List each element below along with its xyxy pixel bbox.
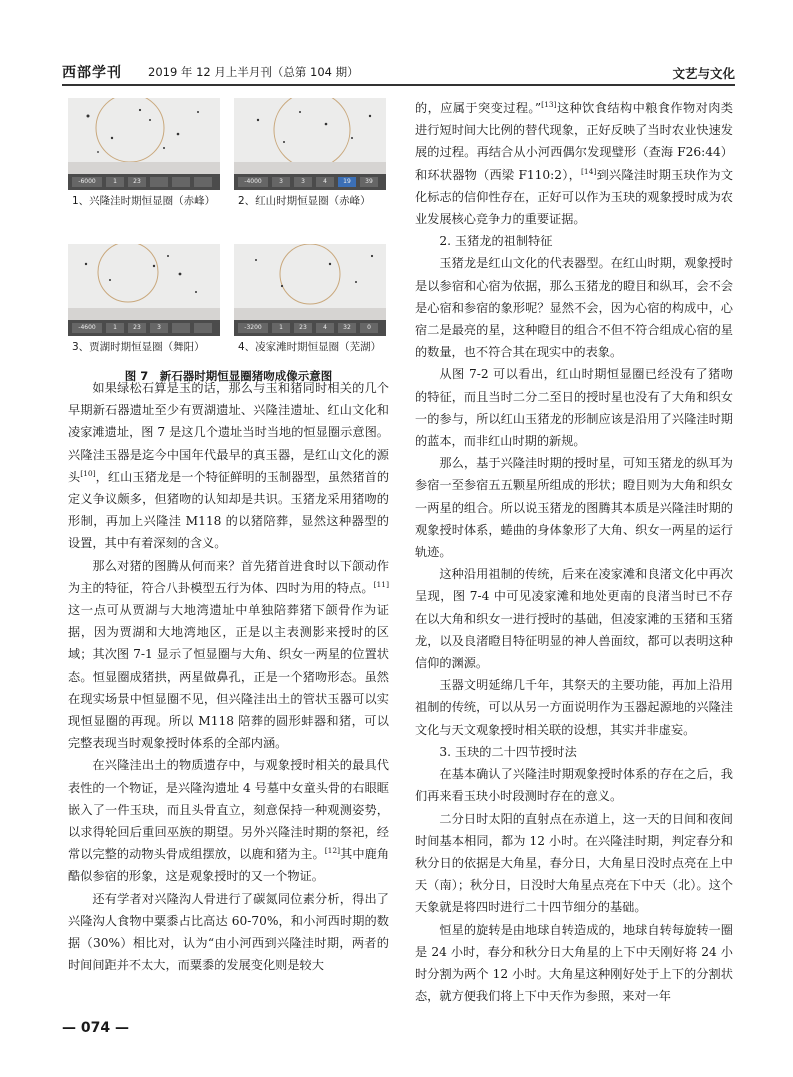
chart-cell: 19 <box>338 177 356 187</box>
paragraph: 从图 7-2 可以看出，红山时期恒显圈已经没有了猪吻的特征，而且当时二分二至日的授时星也没有了大角和织女一的参与，所以红山玉猪龙的形制应该是沿用了兴隆洼时期的蓝本，而非红山时期的新规。 <box>415 367 733 449</box>
star-chart-panel-4 <box>234 244 386 336</box>
chart-cell: 4 <box>316 323 334 333</box>
chart-cell: 4 <box>316 177 334 187</box>
paragraph: 二分日时太阳的直射点在赤道上，这一天的日间和夜间时间基本相同，都为 12 小时。在兴隆洼时期，判定春分和秋分日的依据是大角星，春分日，大角星日没时点亮在上中天（南）；秋分日，日没时大角星点亮在下中天（北）。这个天象就是将四时进行二十四节细分的基础。 <box>415 811 733 915</box>
issue-info: 2019 年 12 月上半月刊（总第 104 期） <box>148 65 359 79</box>
chart-cell <box>150 177 168 187</box>
chart-cell: 3 <box>150 323 168 333</box>
chart-cell: 1 <box>106 177 124 187</box>
star-chart-panel-1 <box>68 98 220 190</box>
star-chart-panel-2 <box>234 98 386 190</box>
journal-name: 西部学刊 <box>62 65 122 81</box>
citation-ref: [10] <box>80 468 96 478</box>
chart-cell: -4600 <box>72 323 102 333</box>
paragraph: 那么对猪的图腾从何而来？首先猪首进食时以下颌动作为主的特征，符合八卦模型五行为体、四时为用的特点。[11]这一点可从贾湖与大地湾遗址中单独陪葬猪下颌骨作为证据，因为贾湖和大地湾地区，正是以主表测影来授时的区域；其次图 7-1 显示了恒显圈与大角、织女一两星的位置状态。恒显圈成猪拱，两星做鼻孔，正是一个猪吻形态。虽然在现实场景中恒显圈不见，但兴隆洼出土的管状玉器可以实现恒显圈的再现。所以 M118 陪葬的圆形蚌器和猪，可以完整表现当时观象授时体系的全部内涵。 <box>68 558 389 751</box>
paragraph: 那么，基于兴隆洼时期的授时星，可知玉猪龙的纵耳为参宿一至参宿五五颗星所组成的形状；瞪目则为大角和织女一两星的组合。所以说玉猪龙的图腾其本质是兴隆洼时期的观象授时体系，蜷曲的身体象形了大角、织女一两星的运行轨迹。 <box>415 456 733 560</box>
chart-cell: 23 <box>128 323 146 333</box>
chart-cell: 3 <box>294 177 312 187</box>
figure-7 <box>68 98 389 383</box>
header-rule <box>62 84 735 86</box>
section-heading: 2. 玉猪龙的祖制特征 <box>439 234 553 249</box>
chart-cell: 0 <box>360 323 378 333</box>
chart-cell: -6000 <box>72 177 102 187</box>
chart-cell: 32 <box>338 323 356 333</box>
chart-cell: 1 <box>106 323 124 333</box>
paragraph: 玉器文明延绵几千年，其祭天的主要功能，再加上沿用祖制的传统，可以从另一方面说明作为玉器起源地的兴隆洼文化与天文观象授时相关联的设想，其实并非虚妄。 <box>415 678 733 737</box>
paragraph: 这种沿用祖制的传统，后来在凌家滩和良渚文化中再次呈现，图 7-4 中可见凌家滩和地处更南的良渚当时已不存在以大角和织女一进行授时的基础，但凌家滩的玉猪和玉猪龙，以及良渚瞪目特征明显的神人兽面纹，都可以表明这种信仰的渊源。 <box>415 567 733 671</box>
paragraph: 恒星的旋转是由地球自转造成的，地球自转每旋转一圈是 24 小时，春分和秋分日大角星的上下中天刚好将 24 小时分割为两个 12 小时。大角星这种刚好处于上下的分割状态，就方便我们将上下中天作为参照，来对一年 <box>415 922 733 1004</box>
paragraph: 的，应属于突变过程。”[13]这种饮食结构中粮食作物对肉类进行短时间大比例的替代现象，正好反映了当时农业快速发展的过程。再结合从小河西偶尔发现璧形（查海 F26:44）和环状器物（西梁 F110:2），[14]到兴隆洼时期玉玦作为文化标志的信仰性存在，正好可以作为玉玦的观象授时成为农业发展核心竞争力的重要证据。 <box>415 99 734 227</box>
running-header <box>62 60 735 84</box>
paragraph: 在基本确认了兴隆洼时期观象授时体系的存在之后，我们再来看玉玦小时段测时存在的意义。 <box>415 767 733 804</box>
chart-cell: 1 <box>272 323 290 333</box>
chart-cell <box>194 323 212 333</box>
chart-cell <box>172 323 190 333</box>
panel-caption-1: 1、兴隆洼时期恒显圈（赤峰） <box>72 195 216 207</box>
chart-cell <box>172 177 190 187</box>
panel-caption-4: 4、凌家滩时期恒显圈（芜湖） <box>238 341 382 353</box>
chart-cell: -4000 <box>238 177 268 187</box>
chart-cell: 23 <box>128 177 146 187</box>
chart-cell: 23 <box>294 323 312 333</box>
paragraph: 还有学者对兴隆沟人骨进行了碳氮同位素分析，得出了兴隆沟人食物中粟黍占比高达 60-70%，和小河西时期的数据（30%）相比对，认为“由小河西到兴隆洼时期，两者的时间间距并不太大，而粟黍的发展变化则是较大 <box>68 891 389 973</box>
paragraph: 玉猪龙是红山文化的代表器型。在红山时期，观象授时是以参宿和心宿为依据，那么玉猪龙的瞪目和纵耳，会不会是心宿和参宿的象形呢？显然不会，因为心宿的构成中，心宿二是最亮的星，这种瞪目的组合不但不符合组成心宿的星的数量，也不符合其在现实中的表象。 <box>415 256 733 360</box>
section-name: 文艺与文化 <box>672 66 735 81</box>
star-chart-panel-3 <box>68 244 220 336</box>
citation-ref: [13] <box>541 99 557 109</box>
section-heading: 3. 玉玦的二十四节授时法 <box>439 744 577 759</box>
chart-cell <box>194 177 212 187</box>
chart-cell: 3 <box>272 177 290 187</box>
figure-title: 图 7 新石器时期恒显圈猪吻成像示意图 <box>124 369 333 383</box>
paragraph: 如果绿松石算是玉的话，那么与玉和猪同时相关的几个早期新石器遗址至少有贾湖遗址、兴隆洼遗址、红山文化和凌家滩遗址，图 7 是这几个遗址当时当地的恒显圈示意图。兴隆洼玉器是迄今中国年代最早的真玉器，是红山文化的源头[10]，红山玉猪龙是一个特征鲜明的玉制器型，虽然猪首的定义争议颇多，但猪吻的认知却是共识。玉猪龙采用猪吻的形制，再加上兴隆洼 M118 的以猪陪葬，显然这种器型的设置，其中有着深刻的含义。 <box>68 381 390 551</box>
panel-caption-2: 2、红山时期恒显圈（赤峰） <box>238 195 371 207</box>
citation-ref: [14] <box>581 166 597 176</box>
left-column <box>68 377 389 976</box>
page-number: — 074 — <box>62 1020 129 1036</box>
chart-cell: -3200 <box>238 323 268 333</box>
citation-ref: [12] <box>324 846 341 856</box>
paragraph: 在兴隆洼出土的物质遗存中，与观象授时相关的最具代表性的一个物证，是兴隆沟遗址 4 号墓中女童头骨的右眼眶嵌入了一件玉玦，而且头骨直立，刻意保持一种观测姿势，以求得轮回后重回巫族的期望。另外兴隆洼时期的祭祀，经常以完整的动物头骨成组摆放，以鹿和猪为主。[12]其中鹿角酷似参宿的形象，这是观象授时的又一个物证。 <box>68 758 390 884</box>
right-column <box>415 97 733 1007</box>
citation-ref: [11] <box>373 579 389 589</box>
chart-cell: 39 <box>360 177 378 187</box>
panel-caption-3: 3、贾湖时期恒显圈（舞阳） <box>72 341 205 353</box>
